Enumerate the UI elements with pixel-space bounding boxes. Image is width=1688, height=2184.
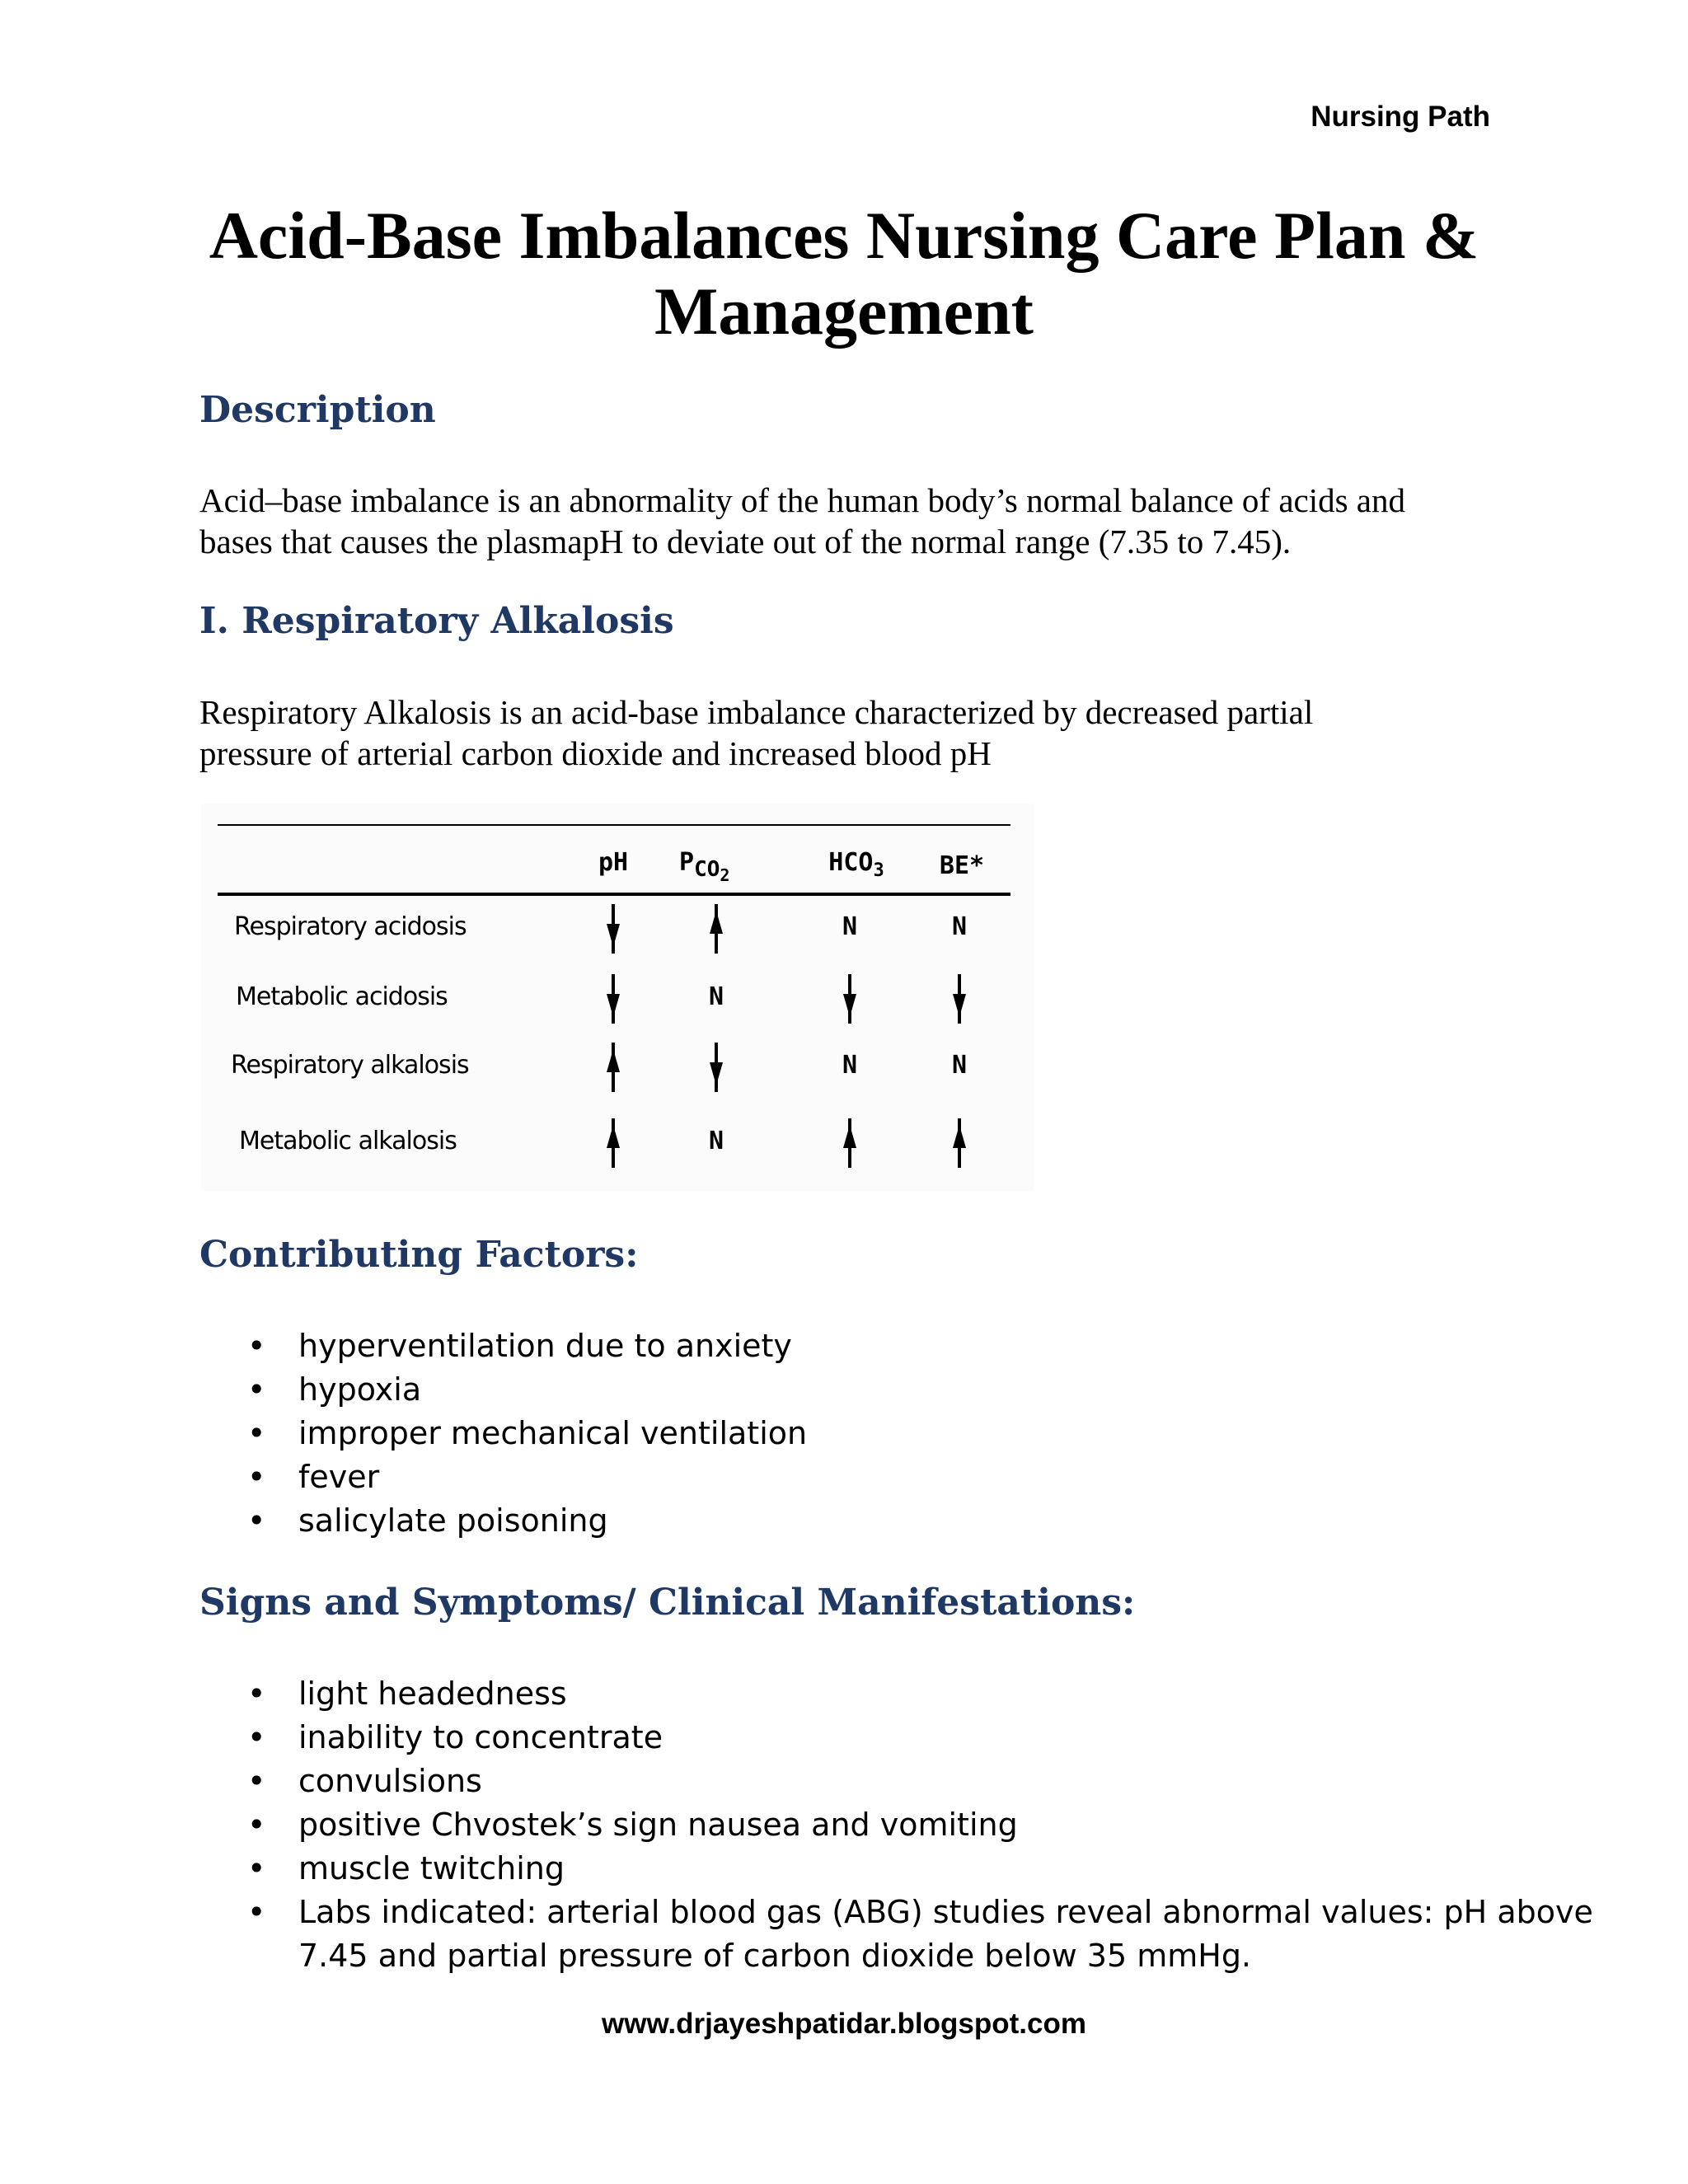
row-label: Respiratory alkalosis	[231, 1051, 469, 1080]
cell-be: N	[951, 1051, 968, 1080]
row-label: Respiratory acidosis	[234, 912, 467, 941]
arrow-up-icon	[605, 1117, 621, 1169]
list-item: • convulsions	[247, 1763, 482, 1799]
pco2-subscript: CO2	[694, 857, 730, 886]
arrow-down-icon	[842, 972, 858, 1025]
list-item: • fever	[247, 1459, 380, 1495]
contributing-factors-list	[199, 1324, 1683, 1543]
arrow-down-icon	[708, 1041, 724, 1094]
pco2-p: P	[679, 848, 695, 877]
description-heading: Description	[199, 389, 436, 431]
list-item: • light headedness	[247, 1675, 567, 1712]
cell-pco2: N	[708, 982, 724, 1011]
respiratory-alkalosis-text: Respiratory Alkalosis is an acid-base imbalance characterized by decreased partial pressure of arterial carbon dioxide and increased blood pH	[199, 693, 1314, 772]
list-item: • salicylate poisoning	[247, 1502, 608, 1539]
footer-url: www.drjayeshpatidar.blogspot.com	[602, 2008, 1086, 2040]
description-text: Acid–base imbalance is an abnormality of the human body’s normal balance of acids and bases that causes the plasmapH to deviate out of the normal range (7.35 to 7.45).	[199, 481, 1406, 560]
signs-symptoms-heading: Signs and Symptoms/ Clinical Manifestations:	[199, 1582, 1136, 1624]
list-item: • inability to concentrate	[247, 1719, 663, 1755]
row-label: Metabolic acidosis	[236, 982, 448, 1011]
page-title: Acid-Base Imbalances Nursing Care Plan & Management	[209, 198, 1479, 349]
list-item: • hypoxia	[247, 1371, 422, 1408]
arrow-up-icon	[708, 902, 724, 955]
arrow-down-icon	[605, 972, 621, 1025]
list-item: • positive Chvostek’s sign nausea and vomiting	[247, 1807, 1018, 1843]
list-item: • Labs indicated: arterial blood gas (ABG) studies reveal abnormal values: pH above 7.45 and partial pressure of carbon dioxide below 35 mmHg.	[247, 1894, 1593, 1974]
list-item: • muscle twitching	[247, 1850, 565, 1886]
list-item: • hyperventilation due to anxiety	[247, 1328, 792, 1364]
col-header-hco3: $HCO_3$	[828, 848, 884, 881]
contributing-factors-heading: Contributing Factors:	[199, 1234, 639, 1276]
arrow-down-icon	[605, 902, 621, 955]
cell-hco3: N	[842, 1051, 858, 1080]
respiratory-alkalosis-heading: I. Respiratory Alkalosis	[199, 600, 674, 642]
list-item: • improper mechanical ventilation	[247, 1415, 808, 1451]
arrow-down-icon	[951, 972, 968, 1025]
abg-table-figure	[201, 804, 1034, 1191]
row-label: Metabolic alkalosis	[239, 1127, 457, 1155]
col-header-ph: pH	[598, 848, 629, 877]
arrow-up-icon	[842, 1117, 858, 1169]
arrow-up-icon	[605, 1041, 621, 1094]
site-header: Nursing Path	[1311, 101, 1490, 133]
col-header-be: BE*	[939, 851, 985, 880]
cell-pco2: N	[708, 1127, 724, 1155]
col-header-pco2	[679, 848, 762, 885]
cell-be: N	[951, 912, 968, 941]
cell-hco3: N	[842, 912, 858, 941]
signs-symptoms-list	[199, 1672, 1683, 1978]
arrow-up-icon	[951, 1117, 968, 1169]
table-top-rule	[218, 824, 1010, 826]
table-header-rule	[218, 893, 1010, 896]
